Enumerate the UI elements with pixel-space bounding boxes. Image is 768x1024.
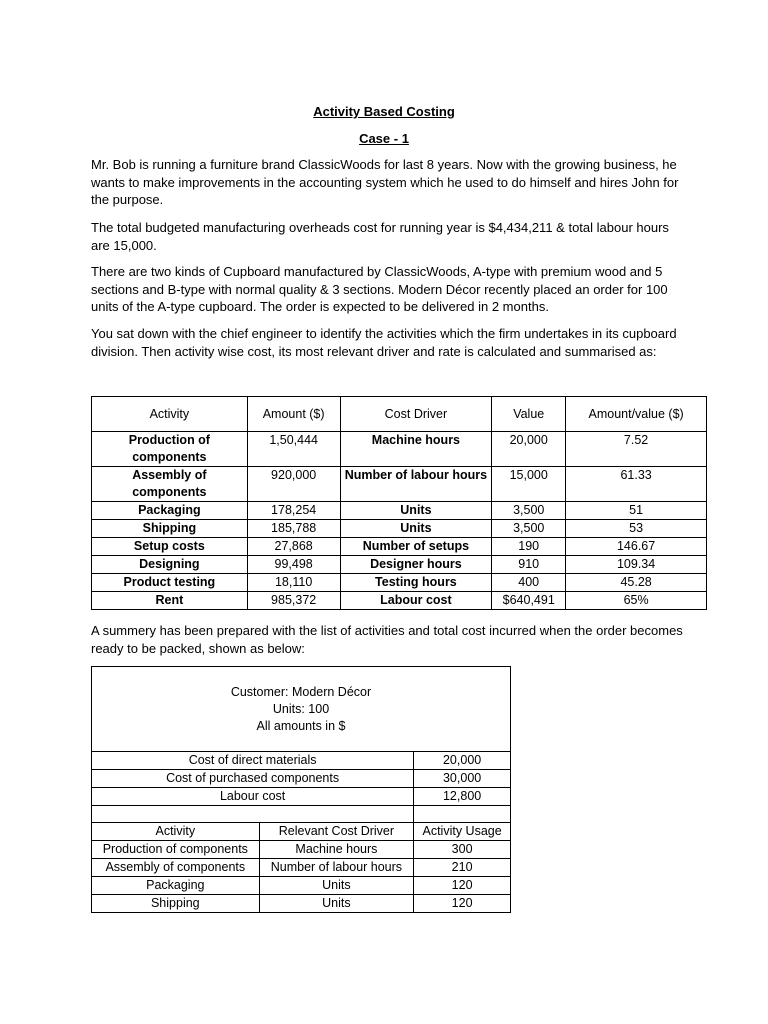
- activity-cell: Production of components: [92, 432, 248, 467]
- driver-cell: Labour cost: [340, 592, 492, 610]
- value-cell: 3,500: [492, 502, 566, 520]
- paragraph-activities: You sat down with the chief engineer to identify the activities which the firm undertakes in its cupboard division. Then activity wise cost, its most relevant driver and rate is calculated and summarised as:: [91, 326, 677, 359]
- driver-cell: Machine hours: [259, 841, 414, 859]
- table-row: [92, 895, 511, 913]
- activity-cell: Rent: [92, 592, 248, 610]
- blank-cell: [414, 806, 511, 823]
- driver-cell: Units: [340, 502, 492, 520]
- amount-cell: 178,254: [247, 502, 340, 520]
- table-row: [92, 877, 511, 895]
- amount-cell: 18,110: [247, 574, 340, 592]
- activity-cell: Assembly of components: [92, 859, 260, 877]
- header-relevant-cost-driver: Relevant Cost Driver: [259, 823, 414, 841]
- driver-cell: Machine hours: [340, 432, 492, 467]
- blank-row: [92, 806, 511, 823]
- activity-cell: Packaging: [92, 502, 248, 520]
- table-row: [92, 574, 707, 592]
- header-activity: Activity: [92, 397, 248, 432]
- table-row: [92, 592, 707, 610]
- rate-cell: 109.34: [566, 556, 707, 574]
- paragraph-cupboards: There are two kinds of Cupboard manufactured by ClassicWoods, A-type with premium wood and 5 sections and B-type with normal quality & 3 sections. Modern Décor recently placed an order for 100 units of the A-type cupboard. The order is expected to be delivered in 2 months.: [91, 264, 668, 314]
- table-row: [92, 556, 707, 574]
- table-row: [92, 538, 707, 556]
- value-cell: 400: [492, 574, 566, 592]
- table-header-row: [92, 397, 707, 432]
- header-cost-driver: Cost Driver: [340, 397, 492, 432]
- activity-header-row: [92, 823, 511, 841]
- activity-cell: Shipping: [92, 895, 260, 913]
- amount-cell: 985,372: [247, 592, 340, 610]
- header-activity: Activity: [92, 823, 260, 841]
- activity-cell: Designing: [92, 556, 248, 574]
- activity-cell: Setup costs: [92, 538, 248, 556]
- usage-cell: 120: [414, 895, 511, 913]
- amount-cell: 920,000: [247, 467, 340, 502]
- header-amount: Amount ($): [247, 397, 340, 432]
- table-row: [92, 841, 511, 859]
- usage-cell: 210: [414, 859, 511, 877]
- table-row: [92, 502, 707, 520]
- value-cell: 15,000: [492, 467, 566, 502]
- cost-row: [92, 770, 511, 788]
- activity-cell: Product testing: [92, 574, 248, 592]
- rate-cell: 53: [566, 520, 707, 538]
- activity-cell: Assembly of components: [92, 467, 248, 502]
- driver-cell: Units: [259, 895, 414, 913]
- table-row: [92, 859, 511, 877]
- cost-value: 30,000: [414, 770, 511, 788]
- activity-cell: Production of components: [92, 841, 260, 859]
- table-row: [92, 467, 707, 502]
- header-activity-usage: Activity Usage: [414, 823, 511, 841]
- summary-header-row: [92, 667, 511, 752]
- cost-label: Cost of purchased components: [92, 770, 414, 788]
- activity-cost-table: [91, 396, 707, 610]
- rate-cell: 7.52: [566, 432, 707, 467]
- driver-cell: Designer hours: [340, 556, 492, 574]
- usage-cell: 120: [414, 877, 511, 895]
- driver-cell: Units: [259, 877, 414, 895]
- header-amount-per-value: Amount/value ($): [566, 397, 707, 432]
- cost-value: 12,800: [414, 788, 511, 806]
- table-row: [92, 432, 707, 467]
- cost-label: Labour cost: [92, 788, 414, 806]
- usage-cell: 300: [414, 841, 511, 859]
- amount-cell: 99,498: [247, 556, 340, 574]
- header-value: Value: [492, 397, 566, 432]
- amount-cell: 27,868: [247, 538, 340, 556]
- value-cell: 3,500: [492, 520, 566, 538]
- summary-header: [92, 667, 511, 752]
- driver-cell: Number of labour hours: [259, 859, 414, 877]
- amount-cell: 1,50,444: [247, 432, 340, 467]
- value-cell: 20,000: [492, 432, 566, 467]
- amount-cell: 185,788: [247, 520, 340, 538]
- rate-cell: 61.33: [566, 467, 707, 502]
- cost-row: [92, 752, 511, 770]
- value-cell: 910: [492, 556, 566, 574]
- activity-cell: Packaging: [92, 877, 260, 895]
- currency-line: All amounts in $: [256, 718, 346, 733]
- rate-cell: 65%: [566, 592, 707, 610]
- driver-cell: Number of setups: [340, 538, 492, 556]
- driver-cell: Testing hours: [340, 574, 492, 592]
- value-cell: $640,491: [492, 592, 566, 610]
- blank-cell: [92, 806, 414, 823]
- driver-cell: Units: [340, 520, 492, 538]
- activity-cell: Shipping: [92, 520, 248, 538]
- rate-cell: 146.67: [566, 538, 707, 556]
- paragraph-intro: Mr. Bob is running a furniture brand ClassicWoods for last 8 years. Now with the growing business, he wants to make improvements in the accounting system which he used to do himself and hires John for the purpose.: [91, 157, 679, 207]
- cost-row: [92, 788, 511, 806]
- customer-line: Customer: Modern Décor: [230, 684, 372, 699]
- units-line: Units: 100: [272, 701, 330, 716]
- case-title: Case - 1: [359, 131, 409, 146]
- rate-cell: 45.28: [566, 574, 707, 592]
- value-cell: 190: [492, 538, 566, 556]
- paragraph-summary-intro: A summery has been prepared with the list of activities and total cost incurred when the order becomes ready to be packed, shown as below:: [91, 623, 683, 656]
- cost-label: Cost of direct materials: [92, 752, 414, 770]
- rate-cell: 51: [566, 502, 707, 520]
- table-row: [92, 520, 707, 538]
- driver-cell: Number of labour hours: [340, 467, 492, 502]
- cost-value: 20,000: [414, 752, 511, 770]
- order-summary-table: [91, 666, 511, 913]
- paragraph-budget: The total budgeted manufacturing overheads cost for running year is $4,434,211 & total labour hours are 15,000.: [91, 220, 669, 253]
- document-title: Activity Based Costing: [313, 104, 455, 119]
